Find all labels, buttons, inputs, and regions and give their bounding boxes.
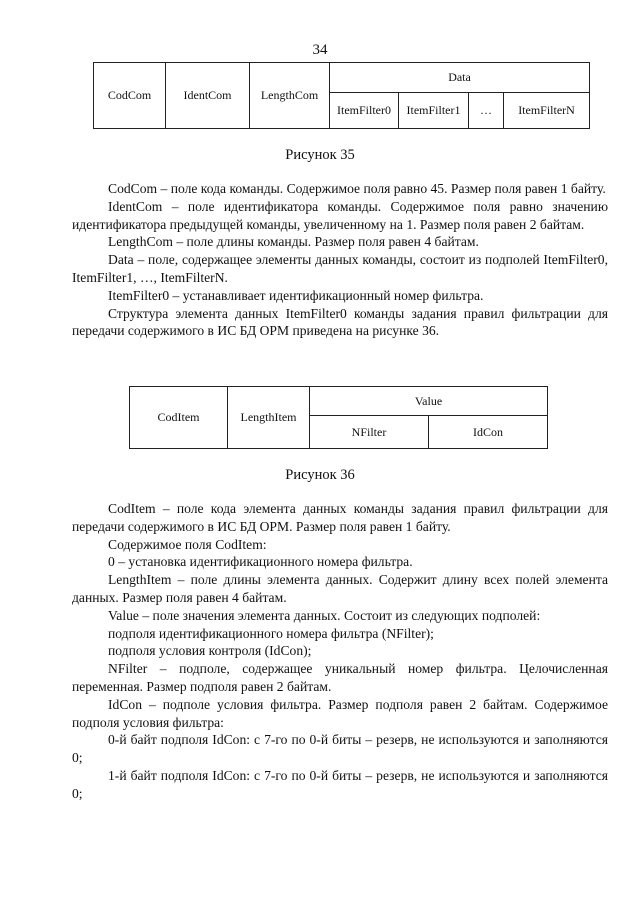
- section2-text: [72, 500, 608, 803]
- paragraph: 0 – установка идентификационного номера фильтра.: [108, 554, 413, 570]
- paragraph: CodCom – поле кода команды. Содержимое поля равно 45. Размер поля равен 1 байту.: [108, 181, 606, 196]
- nfilter-cell: NFilter: [310, 416, 429, 449]
- lengthitem-header: LengthItem: [228, 387, 310, 449]
- paragraph: подполя условия контроля (IdCon);: [108, 643, 312, 659]
- codcom-header: CodCom: [94, 63, 166, 129]
- itemfilter1-cell: ItemFilter1: [399, 93, 469, 129]
- paragraph: ItemFilter0 – устанавливает идентификационный номер фильтра.: [108, 287, 484, 303]
- identcom-header: IdentCom: [166, 63, 250, 129]
- paragraph: 1-й байт подполя IdCon: с 7-го по 0-й биты – резерв, не используются и заполняются 0;: [72, 767, 608, 801]
- section1-text: [72, 180, 608, 340]
- figure35-table: [93, 62, 590, 129]
- itemfilter0-cell: ItemFilter0: [330, 93, 399, 129]
- paragraph: NFilter – подполе, содержащее уникальный номер фильтра. Целочисленная переменная. Размер подполя равен 2 байтам.: [72, 661, 608, 694]
- page-number: 34: [312, 42, 328, 58]
- paragraph: Структура элемента данных ItemFilter0 команды задания правил фильтрации для передачи содержимого в ИС БД ОРМ приведена на рисунке 36.: [72, 305, 608, 339]
- figure36-table: [129, 386, 548, 449]
- idcon-cell: IdCon: [429, 416, 548, 449]
- paragraph: подполя идентификационного номера фильтра (NFilter);: [108, 625, 434, 641]
- paragraph: 0-й байт подполя IdCon: с 7-го по 0-й биты – резерв, не используются и заполняются 0;: [72, 732, 608, 766]
- paragraph: Содержимое поля CodItem:: [108, 536, 267, 552]
- data-header: Data: [330, 63, 590, 93]
- paragraph: Value – поле значения элемента данных. Состоит из следующих подполей:: [108, 607, 541, 623]
- figure36-caption: Рисунок 36: [285, 467, 355, 483]
- ellipsis-cell: …: [469, 93, 504, 129]
- paragraph: IdentCom – поле идентификатора команды. Содержимое поля равно значению идентификатора предыдущей команды, увеличенному на 1. Размер поля равен 2 байтам.: [72, 198, 608, 232]
- paragraph: CodItem – поле кода элемента данных команды задания правил фильтрации для передачи содержимого в ИС БД ОРМ. Размер поля равен 1 байту.: [72, 501, 608, 534]
- figure35-caption: Рисунок 35: [285, 147, 355, 163]
- paragraph: LengthCom – поле длины команды. Размер поля равен 4 байтам.: [108, 234, 479, 250]
- paragraph: LengthItem – поле длины элемента данных. Содержит длину всех полей элемента данных. Размер поля равен 4 байтам.: [72, 572, 608, 605]
- value-header: Value: [310, 387, 548, 416]
- paragraph: Data – поле, содержащее элементы данных команды, состоит из подполей ItemFilter0, ItemFilter1, …, ItemFilterN.: [72, 252, 608, 285]
- coditem-header: CodItem: [130, 387, 228, 449]
- lengthcom-header: LengthCom: [250, 63, 330, 129]
- paragraph: IdCon – подполе условия фильтра. Размер подполя равен 2 байтам. Содержимое подполя условия фильтра:: [72, 696, 608, 730]
- itemfiltern-cell: ItemFilterN: [504, 93, 590, 129]
